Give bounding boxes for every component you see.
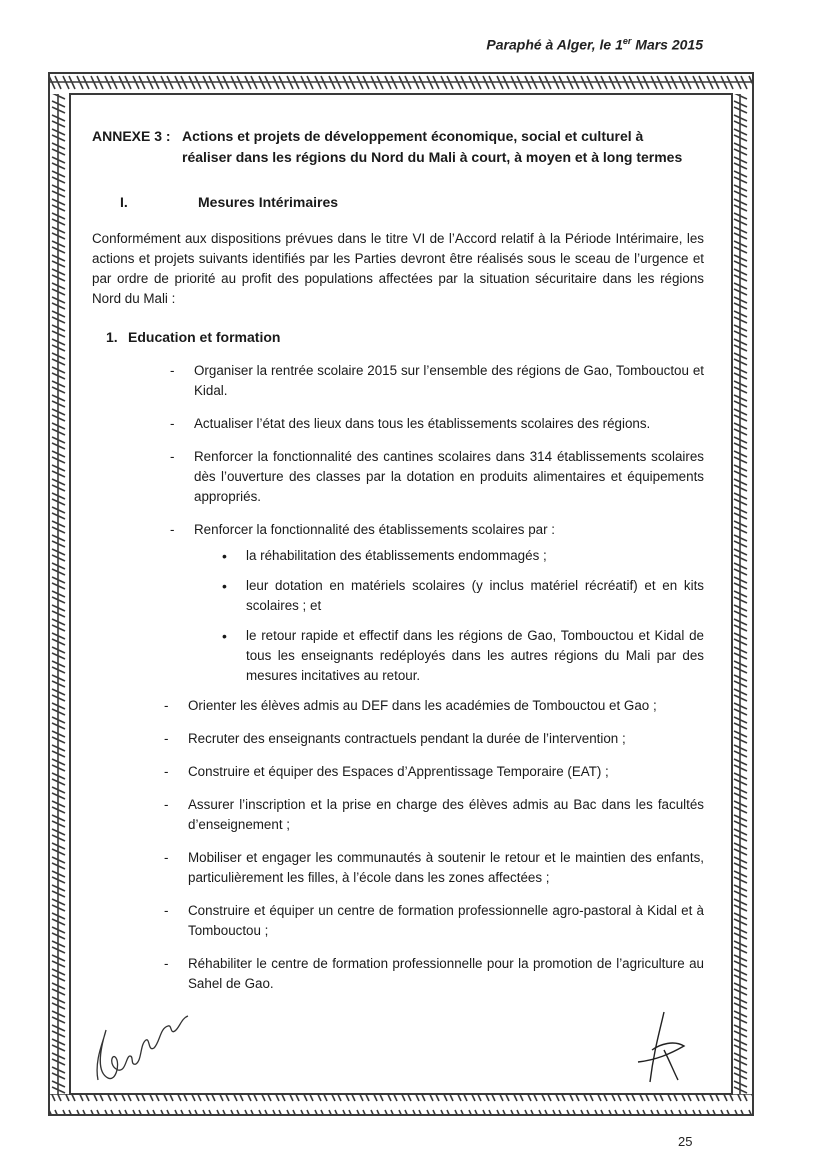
section-title: Mesures Intérimaires <box>198 194 339 210</box>
action-list-a <box>92 361 704 540</box>
action-text: Recruter des enseignants contractuels pendant la durée de l’intervention ; <box>188 731 626 746</box>
sub-bullet-item <box>222 546 704 566</box>
sub-bullet-text: la réhabilitation des établissements endommagés ; <box>246 548 547 563</box>
action-text: Renforcer la fonctionnalité des cantines scolaires dans 314 établissements scolaires dès l’ouverture des classes par la dotation en produits alimentaires et équipements appropriés. <box>194 449 704 504</box>
action-item <box>164 696 704 716</box>
annex-title <box>182 126 682 168</box>
action-item <box>170 447 704 507</box>
annex-heading <box>92 126 704 168</box>
dash-marker: - <box>170 416 175 431</box>
header-suffix: Mars 2015 <box>631 36 703 53</box>
bullet-marker: • <box>222 578 227 594</box>
dash-marker: - <box>164 731 169 746</box>
action-item <box>164 848 704 888</box>
sub-bullet-item <box>222 626 704 686</box>
action-item <box>164 729 704 749</box>
action-item <box>170 414 704 434</box>
subsection-title: Education et formation <box>128 329 281 345</box>
action-item <box>170 361 704 401</box>
action-text: Réhabiliter le centre de formation professionnelle pour la promotion de l’agriculture au Sahel de Gao. <box>188 956 704 991</box>
bullet-marker: • <box>222 628 227 644</box>
bullet-marker: • <box>222 548 227 564</box>
handwritten-initials <box>630 1010 690 1085</box>
sub-bullet-text: leur dotation en matériels scolaires (y inclus matériel récréatif) et en kits scolaires ; et <box>246 578 704 613</box>
action-text: Mobiliser et engager les communautés à soutenir le retour et le maintien des enfants, particulièrement les filles, à l’école dans les zones affectées ; <box>188 850 704 885</box>
page-number: 25 <box>678 1134 693 1149</box>
sub-bullet-list <box>92 546 704 686</box>
action-text: Renforcer la fonctionnalité des établissements scolaires par : <box>194 522 555 537</box>
dash-marker: - <box>170 449 175 464</box>
sub-bullet-item <box>222 576 704 616</box>
header-superscript: er <box>622 36 632 46</box>
action-item <box>164 795 704 835</box>
dash-marker: - <box>164 956 169 971</box>
dash-marker: - <box>164 698 169 713</box>
handwritten-signature <box>90 1000 200 1090</box>
section-heading <box>92 192 704 212</box>
section-number: I. <box>120 194 128 210</box>
action-text: Actualiser l’état des lieux dans tous les établissements scolaires des régions. <box>194 416 651 431</box>
annex-title-line1: Actions et projets de développement économique, social et culturel à <box>182 128 644 144</box>
action-item <box>164 901 704 941</box>
action-text: Orienter les élèves admis au DEF dans les académies de Tombouctou et Gao ; <box>188 698 657 713</box>
dash-marker: - <box>164 797 169 812</box>
dash-marker: - <box>170 363 175 378</box>
annex-title-line2: réaliser dans les régions du Nord du Mali à court, à moyen et à long termes <box>182 149 683 165</box>
action-item <box>164 762 704 782</box>
document-body <box>92 126 704 1007</box>
dash-marker: - <box>164 850 169 865</box>
action-text: Assurer l’inscription et la prise en charge des élèves admis au Bac dans les facultés d’enseignement ; <box>188 797 704 832</box>
dash-marker: - <box>170 522 175 537</box>
action-text: Construire et équiper des Espaces d’Apprentissage Temporaire (EAT) ; <box>188 764 609 779</box>
action-text: Construire et équiper un centre de formation professionnelle agro-pastoral à Kidal et à Tombouctou ; <box>188 903 704 938</box>
sub-bullet-text: le retour rapide et effectif dans les régions de Gao, Tombouctou et Kidal de tous les enseignants redéployés dans les autres régions du Mali par des mesures incitatives au retour. <box>246 628 704 683</box>
paraphe-header <box>486 36 703 53</box>
action-item <box>170 520 704 540</box>
subsection-heading <box>92 327 704 347</box>
intro-paragraph: Conformément aux dispositions prévues dans le titre VI de l’Accord relatif à la Période Intérimaire, les actions et projets suivants identifiés par les Parties devront être réalisés sous le sceau de l’urgence et par ordre de priorité au profit des populations affectées par la situation sécuritaire dans les régions Nord du Mali : <box>92 231 704 306</box>
subsection-number: 1. <box>106 329 118 345</box>
header-prefix: Paraphé à Alger, le 1 <box>486 36 623 53</box>
dash-marker: - <box>164 764 169 779</box>
dash-marker: - <box>164 903 169 918</box>
action-list-b <box>92 696 704 994</box>
action-item <box>164 954 704 994</box>
action-text: Organiser la rentrée scolaire 2015 sur l’ensemble des régions de Gao, Tombouctou et Kidal. <box>194 363 704 398</box>
annex-label: ANNEXE 3 : <box>92 128 171 144</box>
